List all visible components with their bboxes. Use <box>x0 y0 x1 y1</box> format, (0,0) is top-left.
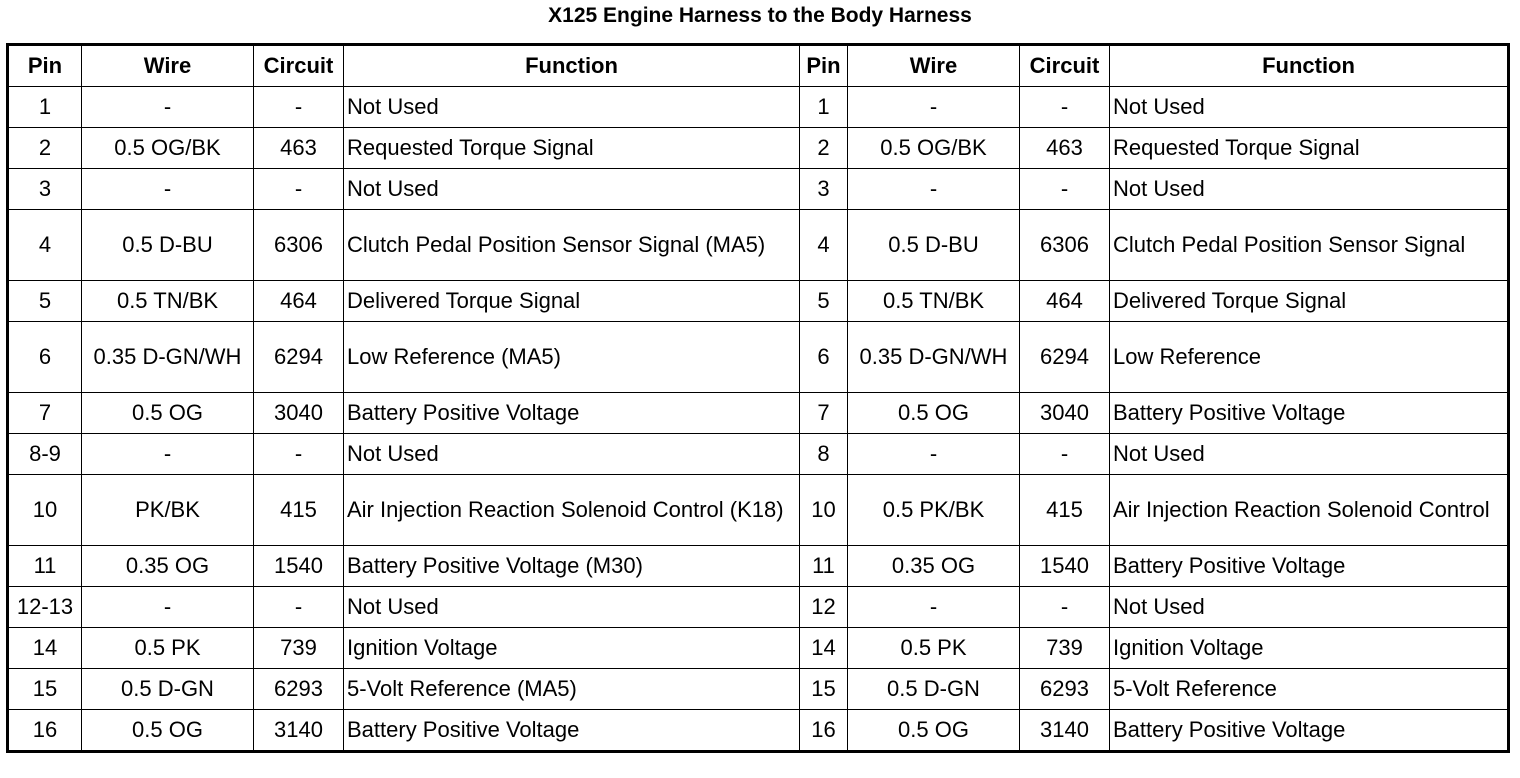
wire-cell: - <box>82 587 254 628</box>
wire-cell: - <box>82 434 254 475</box>
function-cell: Not Used <box>344 434 800 475</box>
circuit-cell: 6306 <box>1020 210 1110 281</box>
wire-cell: 0.5 PK <box>848 628 1020 669</box>
circuit-cell: 415 <box>254 475 344 546</box>
wire-cell: - <box>848 87 1020 128</box>
function-cell: Battery Positive Voltage <box>1110 546 1509 587</box>
wire-cell: 0.35 D-GN/WH <box>82 322 254 393</box>
wire-cell: - <box>848 587 1020 628</box>
circuit-cell: 739 <box>1020 628 1110 669</box>
circuit-cell: 6294 <box>1020 322 1110 393</box>
circuit-cell: 3140 <box>1020 710 1110 752</box>
circuit-cell: - <box>1020 434 1110 475</box>
function-cell: Air Injection Reaction Solenoid Control (K18) <box>344 475 800 546</box>
table-row <box>8 87 1509 128</box>
function-cell: Battery Positive Voltage <box>344 710 800 752</box>
pin-cell: 3 <box>800 169 848 210</box>
circuit-cell: 463 <box>1020 128 1110 169</box>
function-cell: Battery Positive Voltage <box>1110 393 1509 434</box>
wire-cell: 0.5 D-GN <box>82 669 254 710</box>
function-cell: Not Used <box>1110 169 1509 210</box>
wire-cell: - <box>848 169 1020 210</box>
table-row <box>8 669 1509 710</box>
circuit-cell: 739 <box>254 628 344 669</box>
function-cell: Not Used <box>1110 434 1509 475</box>
table-row <box>8 587 1509 628</box>
wire-cell: 0.35 OG <box>848 546 1020 587</box>
pin-cell: 3 <box>8 169 82 210</box>
wire-cell: - <box>82 87 254 128</box>
wire-cell: 0.35 OG <box>82 546 254 587</box>
circuit-cell: 1540 <box>254 546 344 587</box>
wire-cell: 0.5 D-BU <box>82 210 254 281</box>
header-circuit-right: Circuit <box>1020 45 1110 87</box>
circuit-cell: 6293 <box>1020 669 1110 710</box>
circuit-cell: 3040 <box>1020 393 1110 434</box>
wire-cell: 0.5 OG <box>82 710 254 752</box>
table-row <box>8 628 1509 669</box>
circuit-cell: - <box>254 587 344 628</box>
pin-cell: 11 <box>8 546 82 587</box>
pin-cell: 1 <box>8 87 82 128</box>
table-row <box>8 710 1509 752</box>
pin-cell: 14 <box>800 628 848 669</box>
table-row <box>8 475 1509 546</box>
pin-cell: 2 <box>800 128 848 169</box>
pin-cell: 16 <box>8 710 82 752</box>
pin-cell: 4 <box>800 210 848 281</box>
pin-cell: 8-9 <box>8 434 82 475</box>
circuit-cell: 1540 <box>1020 546 1110 587</box>
circuit-cell: - <box>254 434 344 475</box>
wire-cell: 0.5 D-GN <box>848 669 1020 710</box>
wire-cell: PK/BK <box>82 475 254 546</box>
function-cell: 5-Volt Reference (MA5) <box>344 669 800 710</box>
table-row <box>8 281 1509 322</box>
pin-cell: 2 <box>8 128 82 169</box>
table-row <box>8 128 1509 169</box>
function-cell: Low Reference <box>1110 322 1509 393</box>
circuit-cell: 464 <box>254 281 344 322</box>
header-row <box>8 45 1509 87</box>
circuit-cell: - <box>254 169 344 210</box>
pin-cell: 15 <box>8 669 82 710</box>
circuit-cell: 6293 <box>254 669 344 710</box>
wire-cell: 0.35 D-GN/WH <box>848 322 1020 393</box>
pin-cell: 15 <box>800 669 848 710</box>
function-cell: Battery Positive Voltage <box>344 393 800 434</box>
pin-cell: 14 <box>8 628 82 669</box>
header-wire-left: Wire <box>82 45 254 87</box>
function-cell: Ignition Voltage <box>344 628 800 669</box>
function-cell: Delivered Torque Signal <box>344 281 800 322</box>
function-cell: Requested Torque Signal <box>1110 128 1509 169</box>
wire-cell: 0.5 TN/BK <box>848 281 1020 322</box>
header-function-left: Function <box>344 45 800 87</box>
circuit-cell: 464 <box>1020 281 1110 322</box>
function-cell: Delivered Torque Signal <box>1110 281 1509 322</box>
function-cell: Not Used <box>344 587 800 628</box>
pin-cell: 10 <box>800 475 848 546</box>
function-cell: Clutch Pedal Position Sensor Signal (MA5) <box>344 210 800 281</box>
wire-cell: 0.5 OG <box>82 393 254 434</box>
pin-cell: 5 <box>800 281 848 322</box>
table-row <box>8 434 1509 475</box>
wire-cell: 0.5 OG <box>848 710 1020 752</box>
table-row <box>8 210 1509 281</box>
function-cell: Clutch Pedal Position Sensor Signal <box>1110 210 1509 281</box>
circuit-cell: 3140 <box>254 710 344 752</box>
wire-cell: 0.5 D-BU <box>848 210 1020 281</box>
wire-cell: 0.5 PK/BK <box>848 475 1020 546</box>
table-row <box>8 322 1509 393</box>
wire-cell: 0.5 OG/BK <box>848 128 1020 169</box>
pin-cell: 5 <box>8 281 82 322</box>
function-cell: Ignition Voltage <box>1110 628 1509 669</box>
header-pin-right: Pin <box>800 45 848 87</box>
function-cell: Battery Positive Voltage <box>1110 710 1509 752</box>
circuit-cell: 6294 <box>254 322 344 393</box>
pin-cell: 6 <box>800 322 848 393</box>
function-cell: Not Used <box>1110 587 1509 628</box>
pin-cell: 16 <box>800 710 848 752</box>
wire-cell: - <box>82 169 254 210</box>
table-row <box>8 393 1509 434</box>
table-row <box>8 169 1509 210</box>
header-circuit-left: Circuit <box>254 45 344 87</box>
pin-cell: 12 <box>800 587 848 628</box>
page-title: X125 Engine Harness to the Body Harness <box>548 4 972 27</box>
circuit-cell: - <box>1020 587 1110 628</box>
circuit-cell: 463 <box>254 128 344 169</box>
function-cell: Not Used <box>344 169 800 210</box>
function-cell: Battery Positive Voltage (M30) <box>344 546 800 587</box>
circuit-cell: 3040 <box>254 393 344 434</box>
header-function-right: Function <box>1110 45 1509 87</box>
function-cell: Low Reference (MA5) <box>344 322 800 393</box>
function-cell: Not Used <box>1110 87 1509 128</box>
circuit-cell: - <box>1020 87 1110 128</box>
circuit-cell: 6306 <box>254 210 344 281</box>
pinout-table <box>6 43 1510 753</box>
circuit-cell: 415 <box>1020 475 1110 546</box>
pin-cell: 1 <box>800 87 848 128</box>
pin-cell: 11 <box>800 546 848 587</box>
function-cell: Not Used <box>344 87 800 128</box>
wire-cell: 0.5 OG <box>848 393 1020 434</box>
pin-cell: 4 <box>8 210 82 281</box>
pin-cell: 7 <box>8 393 82 434</box>
function-cell: 5-Volt Reference <box>1110 669 1509 710</box>
circuit-cell: - <box>254 87 344 128</box>
wire-cell: 0.5 PK <box>82 628 254 669</box>
pin-cell: 7 <box>800 393 848 434</box>
table-row <box>8 546 1509 587</box>
function-cell: Requested Torque Signal <box>344 128 800 169</box>
circuit-cell: - <box>1020 169 1110 210</box>
wire-cell: 0.5 OG/BK <box>82 128 254 169</box>
header-wire-right: Wire <box>848 45 1020 87</box>
pin-cell: 12-13 <box>8 587 82 628</box>
pin-cell: 8 <box>800 434 848 475</box>
pin-cell: 6 <box>8 322 82 393</box>
wire-cell: 0.5 TN/BK <box>82 281 254 322</box>
header-pin-left: Pin <box>8 45 82 87</box>
function-cell: Air Injection Reaction Solenoid Control <box>1110 475 1509 546</box>
pin-cell: 10 <box>8 475 82 546</box>
wire-cell: - <box>848 434 1020 475</box>
